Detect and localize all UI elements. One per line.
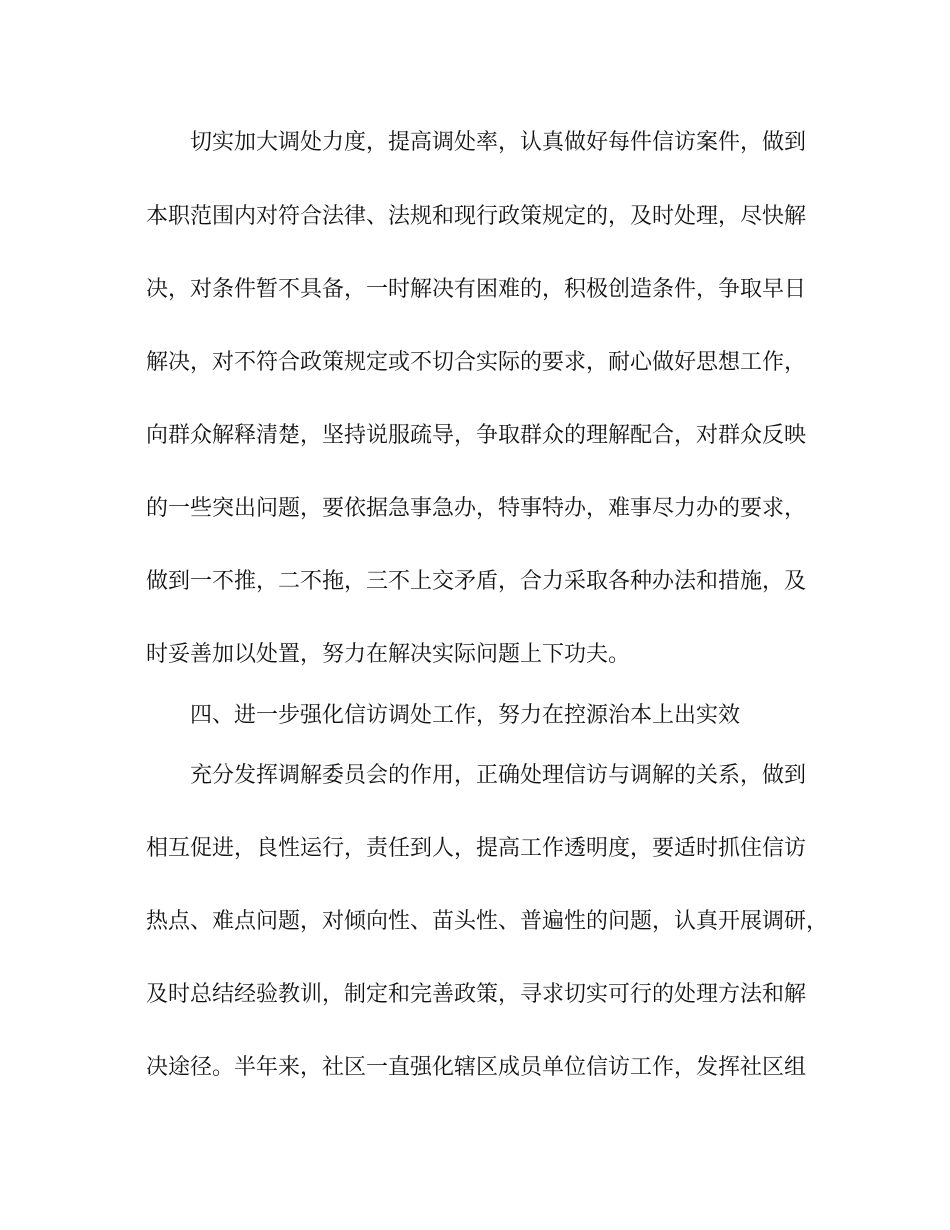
paragraph-1-line-1: 切实加大调处力度，提高调处率，认真做好每件信访案件，做到 <box>190 130 807 155</box>
paragraph-2-line-1: 充分发挥调解委员会的作用，正确处理信访与调解的关系，做到 <box>190 763 807 788</box>
paragraph-2-line-5: 决途径。半年来，社区一直强化辖区成员单位信访工作，发挥社区组 <box>146 1055 807 1080</box>
paragraph-1-line-7: 做到一不推，二不拖，三不上交矛盾，合力采取各种办法和措施，及 <box>146 569 807 594</box>
paragraph-1-line-5: 向群众解释清楚，坚持说服疏导，争取群众的理解配合，对群众反映 <box>146 423 807 448</box>
paragraph-2-line-3: 热点、难点问题，对倾向性、苗头性、普遍性的问题，认真开展调研， <box>146 909 829 934</box>
paragraph-1-line-6: 的一些突出问题，要依据急事急办，特事特办，难事尽力办的要求， <box>146 496 807 521</box>
paragraph-1-line-8: 时妥善加以处置，努力在解决实际问题上下功夫。 <box>146 642 631 667</box>
section-heading: 四、进一步强化信访调处工作，努力在控源治本上出实效 <box>190 703 741 728</box>
paragraph-2-line-2: 相互促进，良性运行，责任到人，提高工作透明度，要适时抓住信访 <box>146 836 807 861</box>
paragraph-1-line-4: 解决，对不符合政策规定或不切合实际的要求，耐心做好思想工作， <box>146 350 807 375</box>
paragraph-2-line-4: 及时总结经验教训，制定和完善政策，寻求切实可行的处理方法和解 <box>146 982 807 1007</box>
paragraph-1-line-2: 本职范围内对符合法律、法规和现行政策规定的，及时处理，尽快解 <box>146 204 807 229</box>
paragraph-1-line-3: 决，对条件暂不具备，一时解决有困难的，积极创造条件，争取早日 <box>146 277 807 302</box>
